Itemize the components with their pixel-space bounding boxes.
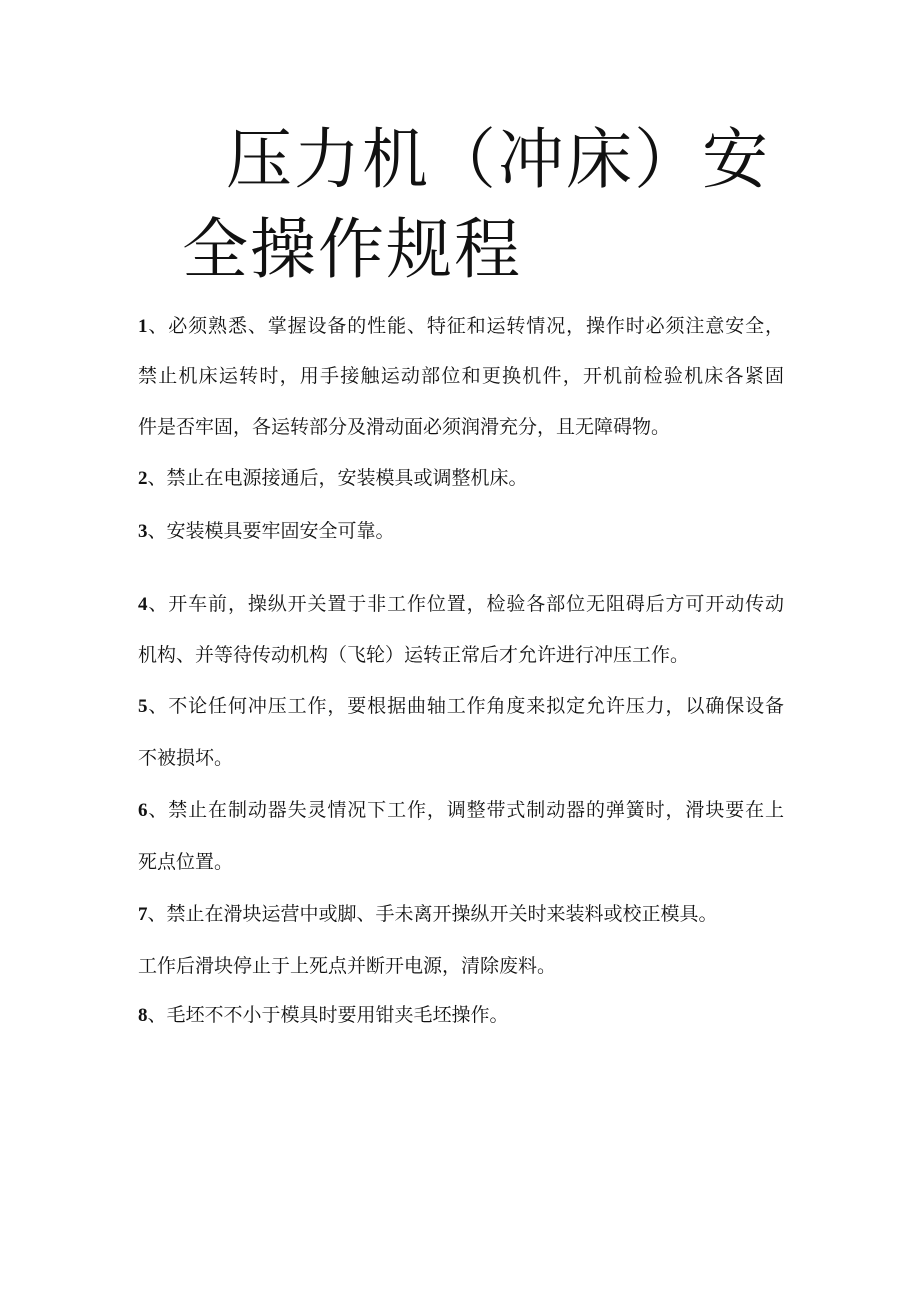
document-title-line-1: 压力机（冲床）安 xyxy=(226,121,770,198)
rule-text: 禁止机床运转时，用手接触运动部位和更换机件，开机前检验机床各紧固 xyxy=(138,365,784,387)
rule-text: 、禁止在滑块运营中或脚、手未离开操纵开关时来装料或校正模具。 xyxy=(147,903,718,925)
rule-4-line-1 xyxy=(138,595,784,614)
rule-number: 2 xyxy=(138,468,148,489)
rule-number: 7 xyxy=(138,904,148,925)
rule-text: 、开车前，操纵开关置于非工作位置，检验各部位无阻碍后方可开动传动 xyxy=(147,593,784,615)
rule-text: 、毛坯不不小于模具时要用钳夹毛坯操作。 xyxy=(147,1004,509,1026)
rule-4-line-2 xyxy=(138,646,689,665)
rule-text: 机构、并等待传动机构（飞轮）运转正常后才允许进行冲压工作。 xyxy=(138,644,690,666)
rule-1-line-3 xyxy=(138,418,670,437)
rule-1-line-1 xyxy=(138,317,784,336)
rule-1-line-2 xyxy=(138,367,784,386)
rule-number: 6 xyxy=(138,800,148,821)
rule-text: 不被损坏。 xyxy=(138,747,234,769)
rule-6-line-2 xyxy=(138,853,233,872)
rule-text: 、必须熟悉、掌握设备的性能、特征和运转情况，操作时必须注意安全， xyxy=(147,315,784,337)
rule-text: 件是否牢固，各运转部分及滑动面必须润滑充分，且无障碍物。 xyxy=(138,416,671,438)
rule-number: 1 xyxy=(138,316,148,337)
rule-3-line-1 xyxy=(138,522,395,541)
rule-number: 3 xyxy=(138,521,148,542)
rule-text: 、禁止在制动器失灵情况下工作，调整带式制动器的弹簧时，滑块要在上 xyxy=(147,799,784,821)
rule-text: 死点位置。 xyxy=(138,851,234,873)
rule-6-line-1 xyxy=(138,801,784,820)
rule-7-line-2 xyxy=(138,957,556,976)
rule-number: 8 xyxy=(138,1005,148,1026)
document-title-line-2: 全操作规程 xyxy=(182,211,522,288)
rule-5-line-2 xyxy=(138,749,233,768)
rule-number: 5 xyxy=(138,696,148,717)
rule-2-line-1 xyxy=(138,469,528,488)
rule-8-line-1 xyxy=(138,1006,509,1025)
rule-5-line-1 xyxy=(138,697,784,716)
rule-text: 工作后滑块停止于上死点并断开电源，清除废料。 xyxy=(138,955,557,977)
rule-number: 4 xyxy=(138,594,148,615)
rule-text: 、安装模具要牢固安全可靠。 xyxy=(147,520,395,542)
rule-text: 、禁止在电源接通后，安装模具或调整机床。 xyxy=(147,467,528,489)
rule-text: 、不论任何冲压工作，要根据曲轴工作角度来拟定允许压力，以确保设备 xyxy=(147,695,784,717)
rule-7-line-1 xyxy=(138,905,718,924)
